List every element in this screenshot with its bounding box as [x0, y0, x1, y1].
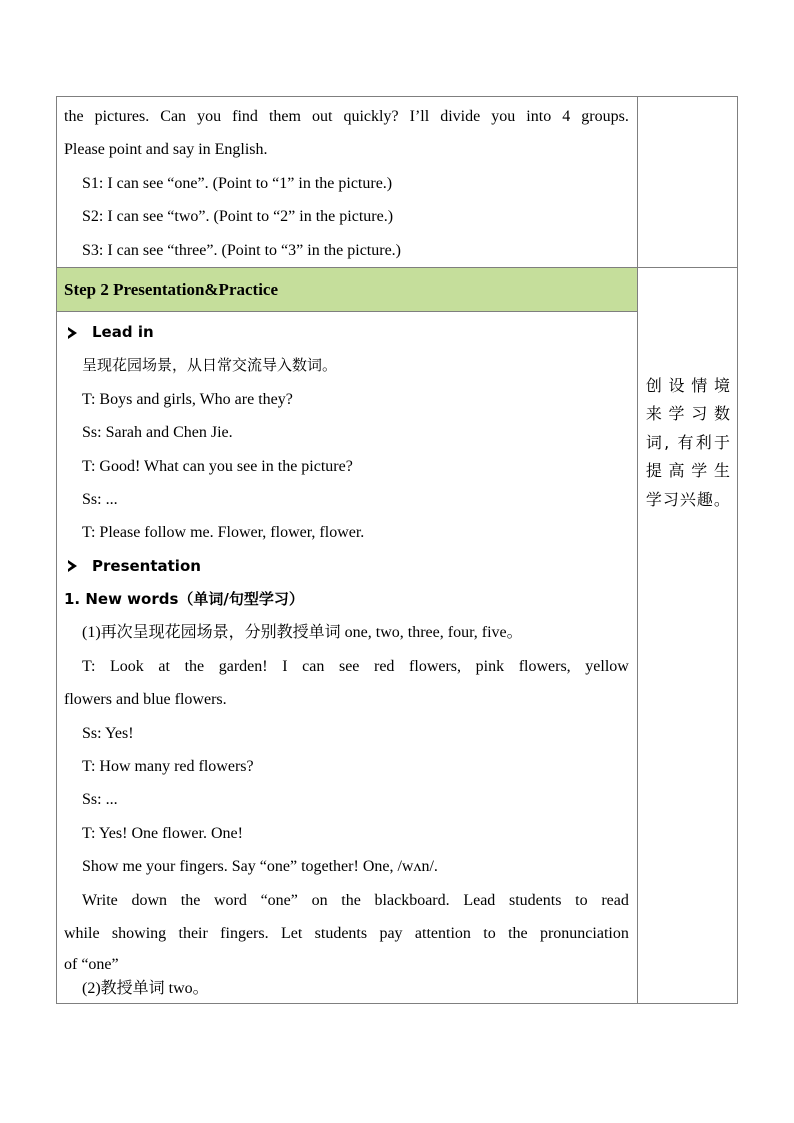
presentation-heading — [64, 550, 629, 583]
dialogue-line: Ss: ... — [82, 791, 118, 809]
step-content-cell — [57, 311, 638, 1003]
design-intent-note — [638, 268, 737, 515]
text-line: while showing their fingers. Let students pay attention to the pronunciation — [64, 924, 629, 942]
continued-step-content — [57, 97, 638, 268]
lead-in-label: Lead in — [92, 322, 154, 341]
text-line: (1)再次呈现花园场景，分别教授单词 one, two, three, four, five。 — [82, 624, 523, 642]
text-line: (2)教授单词 two。 — [82, 980, 209, 998]
text-line: Write down the word “one” on the blackboard. Lead students to read — [82, 891, 629, 909]
dialogue-line: S2: I can see “two”. (Point to “2” in the picture.) — [82, 208, 394, 226]
dialogue-line: T: How many red flowers? — [82, 758, 254, 776]
step-header-cell — [57, 267, 638, 311]
dialogue-line: T: Please follow me. Flower, flower, flower. — [82, 524, 365, 542]
arrow-bullet-icon — [68, 560, 77, 572]
dialogue-line: T: Look at the garden! I can see red flowers, pink flowers, yellow — [82, 657, 629, 675]
dialogue-line: Ss: Yes! — [82, 724, 134, 742]
text-line: Show me your fingers. Say “one” together! One, /wʌn/. — [82, 858, 438, 876]
dialogue-line: flowers and blue flowers. — [64, 691, 227, 709]
text-line: the pictures. Can you find them out quickly? I’ll divide you into 4 groups. — [64, 108, 629, 125]
dialogue-line: Ss: ... — [82, 490, 118, 508]
dialogue-line: Ss: Sarah and Chen Jie. — [82, 424, 233, 442]
continued-step-row — [57, 97, 738, 268]
lead-in-heading — [64, 316, 629, 349]
note-line: 提高学生 — [645, 461, 731, 481]
lesson-plan-table — [56, 96, 738, 1004]
note-line: 学习兴趣。 — [645, 489, 731, 509]
text-line: of “one” — [64, 956, 119, 974]
dialogue-line: T: Boys and girls, Who are they? — [82, 390, 293, 408]
arrow-bullet-icon — [68, 327, 77, 339]
text-line: 呈现花园场景，从日常交流导入数词。 — [82, 356, 338, 375]
presentation-label: Presentation — [92, 556, 201, 575]
dialogue-line: S3: I can see “three”. (Point to “3” in the picture.) — [82, 241, 401, 259]
dialogue-line: T: Good! What can you see in the picture? — [82, 457, 353, 475]
step-title: Step 2 Presentation&Practice — [64, 279, 279, 299]
new-words-heading: 1. New words（单词/句型学习） — [64, 590, 304, 609]
dialogue-line: S1: I can see “one”. (Point to “1” in the picture.) — [82, 174, 393, 192]
step-content-row — [57, 311, 738, 1003]
dialogue-line: T: Yes! One flower. One! — [82, 824, 243, 842]
note-line: 来学习数 — [645, 404, 731, 424]
step-header-row — [57, 267, 738, 311]
continued-step-note — [637, 97, 737, 268]
note-line: 创设情境 — [645, 375, 731, 395]
text-line: Please point and say in English. — [64, 141, 268, 159]
note-line: 词, 有利于 — [645, 432, 731, 452]
design-intent-cell — [637, 267, 737, 1003]
